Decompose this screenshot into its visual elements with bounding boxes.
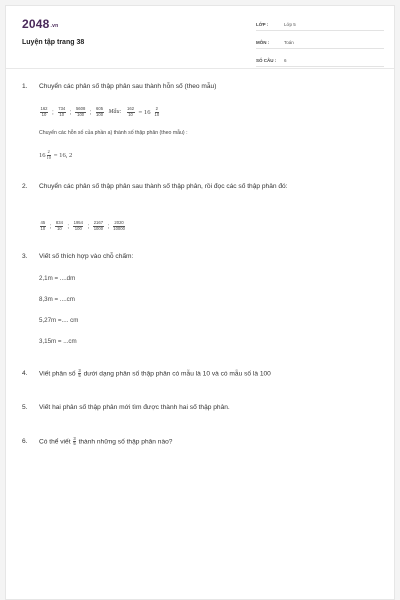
denominator: 5: [73, 441, 76, 447]
fraction: [47, 150, 51, 160]
denominator: 10: [57, 225, 62, 231]
separator: ;: [67, 222, 70, 230]
denominator: 100: [96, 111, 104, 117]
text-after: thành những số thập phân nào?: [78, 438, 173, 446]
example-result: = 16, 2: [53, 151, 73, 159]
numerator: 2: [155, 106, 158, 111]
numerator: 2: [47, 149, 50, 154]
fraction: [113, 221, 125, 231]
denominator: 10000: [113, 225, 125, 231]
meta-label: LỚP :: [256, 21, 269, 27]
meta-value: Toán: [284, 39, 294, 45]
question-2: [22, 182, 382, 192]
fraction: [93, 221, 103, 231]
numerator: 1954: [73, 220, 83, 225]
numerator: 3: [78, 368, 81, 373]
meta-value: 6: [284, 57, 287, 63]
q3-item: 5,27m =.... cm: [39, 317, 79, 324]
logo[interactable]: [22, 17, 58, 31]
fraction: [58, 107, 66, 117]
question-text: [39, 369, 382, 380]
q1-fraction-list: [39, 107, 160, 117]
question-number: 2.: [22, 183, 28, 190]
meta-info: [256, 18, 384, 72]
denominator: 10: [40, 225, 46, 231]
question-number: 5.: [22, 404, 28, 411]
question-text: Chuyển các phân số thập phân sau thành hỗn số (theo mẫu): [39, 83, 217, 90]
question-text: Viết số thích hợp vào chỗ chấm:: [39, 253, 134, 260]
question-number: 6.: [22, 438, 28, 445]
denominator: 10: [46, 154, 51, 160]
question-4: [22, 369, 382, 380]
denominator: 1000: [93, 225, 104, 231]
denominator: 100: [74, 225, 82, 231]
meta-row-subject: [256, 36, 384, 49]
fraction: [55, 221, 63, 231]
question-3: [22, 252, 382, 262]
logo-text: 2048: [22, 17, 50, 31]
meta-label: MÔN :: [256, 39, 270, 45]
q1-sub-instruction: Chuyển các hỗn số của phần a) thành số thập phân (theo mẫu) :: [39, 130, 188, 136]
denominator: 5: [78, 373, 81, 379]
q2-fraction-list: [39, 221, 126, 231]
numerator: 2167: [93, 220, 104, 225]
question-text: Viết hai phân số thập phân mới tìm được thành hai số thập phân.: [39, 404, 230, 411]
fraction: [40, 107, 48, 117]
separator: ;: [107, 222, 110, 230]
q3-item: 3,15m = ...cm: [39, 338, 77, 345]
text-before: Có thể viết: [39, 438, 71, 446]
numerator: 162: [127, 106, 135, 111]
example-equals: = 16: [138, 108, 151, 116]
fraction: [73, 437, 75, 447]
fraction: [78, 369, 80, 379]
fraction: [75, 107, 85, 117]
logo-suffix: .vn: [50, 23, 59, 29]
denominator: 10: [154, 111, 160, 117]
numerator: 605: [96, 106, 104, 111]
denominator: 10: [41, 111, 47, 117]
separator: ;: [49, 222, 52, 230]
meta-label: SỐ CÂU :: [256, 57, 277, 63]
q3-item: 8,3m = ....cm: [39, 296, 75, 303]
numerator: 734: [58, 106, 66, 111]
denominator: 100: [77, 111, 85, 117]
fraction: [96, 107, 104, 117]
separator: ;: [52, 108, 54, 116]
question-number: 3.: [22, 253, 28, 260]
text-before: Viết phân số: [39, 370, 76, 378]
question-text: [39, 437, 382, 448]
question-number: 1.: [22, 83, 28, 90]
meta-row-class: [256, 18, 384, 31]
q3-item: 2,1m = ....dm: [39, 275, 76, 282]
meta-row-count: [256, 54, 384, 67]
fraction: [155, 107, 160, 117]
numerator: 3: [73, 436, 76, 441]
denominator: 10: [128, 111, 133, 117]
question-6: [22, 437, 382, 448]
fraction: [127, 107, 135, 117]
worksheet-header: [6, 6, 394, 69]
fraction: [40, 221, 46, 231]
fraction: [73, 221, 83, 231]
example-label: Mẫu:: [108, 109, 122, 116]
page-title: Luyện tập trang 38: [22, 39, 85, 46]
question-1: [22, 82, 382, 92]
separator: ;: [69, 108, 72, 116]
question-text: Chuyển các phân số thập phân sau thành số thập phân, rồi đọc các số thập phân đó:: [39, 183, 288, 190]
numerator: 834: [55, 220, 63, 225]
question-number: 4.: [22, 370, 28, 377]
q1-example: [39, 150, 72, 160]
meta-value: Lớp 5: [284, 21, 296, 27]
whole-part: 16: [39, 151, 46, 159]
denominator: 10: [59, 111, 65, 117]
numerator: 5608: [75, 106, 86, 111]
question-5: [22, 403, 382, 413]
separator: ;: [89, 108, 92, 116]
numerator: 2020: [114, 220, 124, 225]
worksheet: [5, 5, 395, 600]
numerator: 45: [40, 220, 46, 225]
separator: ;: [87, 222, 90, 230]
text-after: dưới dạng phân số thập phân có mẫu là 10 và có mẫu số là 100: [83, 370, 271, 378]
numerator: 162: [40, 106, 48, 111]
